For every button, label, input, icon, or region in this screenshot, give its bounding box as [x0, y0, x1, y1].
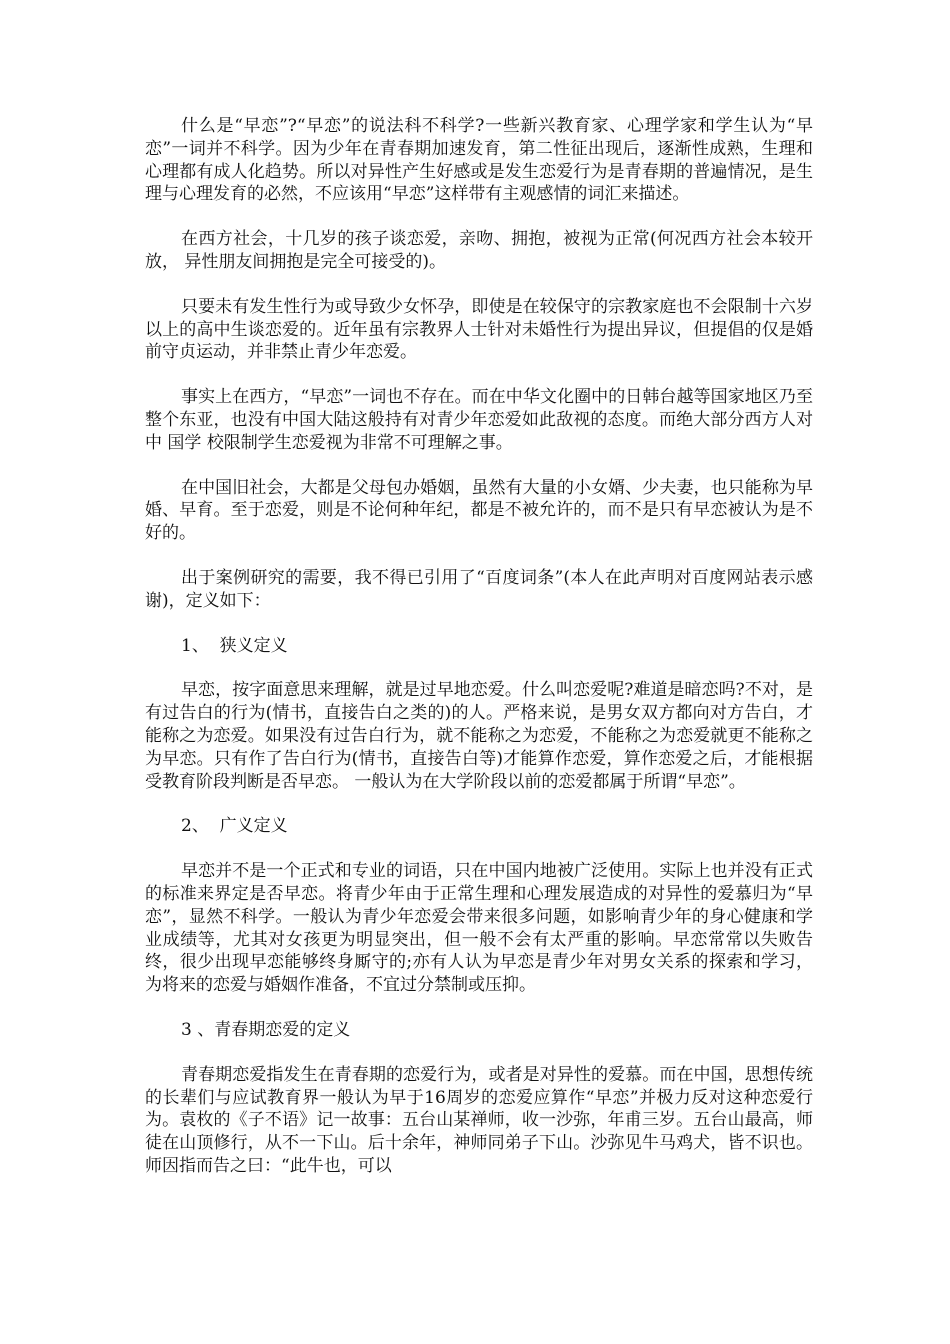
paragraph-old-society: 在中国旧社会，大都是父母包办婚姻，虽然有大量的小女婿、少夫妻，也只能称为早婚、早育。至于恋爱，则是不论何种年纪，都是不被允许的，而不是只有早恋被认为是不好的。 — [145, 477, 813, 544]
paragraph-broad-definition: 早恋并不是一个正式和专业的词语，只在中国内地被广泛使用。实际上也并没有正式的标准来界定是否早恋。将青少年由于正常生理和心理发展造成的对异性的爱慕归为“早恋”，显然不科学。一般认为青少年恋爱会带来很多问题，如影响青少年的身心健康和学业成绩等，尤其对女孩更为明显突出，但一般不会有太严重的影响。早恋常常以失败告终，很少出现早恋能够终身厮守的;亦有人认为早恋是青少年对男女关系的探索和学习，为将来的恋爱与婚姻作准备，不宜过分禁制或压抑。 — [145, 861, 813, 996]
paragraph-narrow-definition: 早恋，按字面意思来理解，就是过早地恋爱。什么叫恋爱呢?难道是暗恋吗?不对，是有过告白的行为(情书，直接告白之类的)的人。严格来说，是男女双方都向对方告白，才能称之为恋爱。如果没有过告白行为，就不能称之为恋爱，不能称之为恋爱就更不能称之为早恋。只有作了告白行为(情书，直接告白等)才能算作恋爱，算作恋爱之后，才能根据受教育阶段判断是否早恋。 一般认为在大学阶段以前的恋爱都属于所谓“早恋”。 — [145, 680, 813, 792]
paragraph-religious-families: 只要未有发生性行为或导致少女怀孕，即使是在较保守的宗教家庭也不会限制十六岁以上的高中生谈恋爱的。近年虽有宗教界人士针对未婚性行为提出异议，但提倡的仅是婚前守贞运动，并非禁止青少年恋爱。 — [145, 296, 813, 363]
paragraph-citation: 出于案例研究的需要，我不得已引用了“百度词条”(本人在此声明对百度网站表示感谢)，定义如下： — [145, 567, 813, 611]
paragraph-adolescent-definition: 青春期恋爱指发生在青春期的恋爱行为，或者是对异性的爱慕。而在中国，思想传统的长辈们与应试教育界一般认为早于16周岁的恋爱应算作“早恋”并极力反对这种恋爱行为。袁枚的《子不语》记一故事：五台山某禅师，收一沙弥，年甫三岁。五台山最高，师徒在山顶修行，从不一下山。后十余年，神师同弟子下山。沙弥见牛马鸡犬，皆不识也。师因指而告之曰：“此牛也，可以 — [145, 1064, 813, 1176]
heading-narrow-definition: 1、 狭义定义 — [181, 635, 288, 656]
paragraph-east-asia: 事实上在西方，“早恋”一词也不存在。而在中华文化圈中的日韩台越等国家地区乃至整个东亚，也没有中国大陆这般持有对青少年恋爱如此敌视的态度。而绝大部分西方人对中 国学 校限制学生恋爱视为非常不可理解之事。 — [145, 387, 813, 453]
document-body — [145, 115, 813, 1200]
paragraph-western-society: 在西方社会，十几岁的孩子谈恋爱，亲吻、拥抱，被视为正常(何况西方社会本较开放， 异性朋友间拥抱是完全可接受的)。 — [145, 229, 813, 272]
heading-adolescent-definition: 3 、青春期恋爱的定义 — [181, 1019, 351, 1040]
heading-broad-definition: 2、 广义定义 — [181, 816, 288, 837]
paragraph-intro: 什么是“早恋”?“早恋”的说法科不科学?一些新兴教育家、心理学家和学生认为“早恋”一词并不科学。因为少年在青春期加速发育，第二性征出现后，逐渐性成熟，生理和心理都有成人化趋势。所以对异性产生好感或是发生恋爱行为是青春期的普遍情况，是生理与心理发育的必然，不应该用“早恋”这样带有主观感情的词汇来描述。 — [145, 116, 813, 205]
